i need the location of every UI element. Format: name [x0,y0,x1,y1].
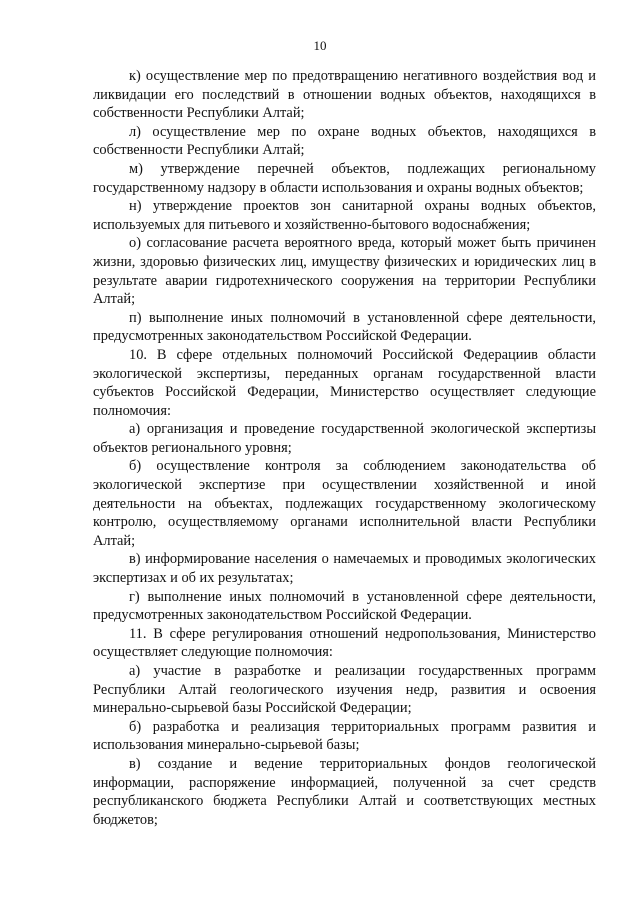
document-body [93,67,596,829]
page-number: 10 [313,38,327,53]
paragraph-l: л) осуществление мер по охране водных объектов, находящихся в собственности Республики Алтай; [93,123,596,159]
paragraph-10-v: в) информирование населения о намечаемых и проводимых экологических экспертизах и об их результатах; [93,551,596,587]
paragraph-10-a: а) организация и проведение государственной экологической экспертизы объектов регионального уровня; [93,421,596,456]
section-11-heading: 11. В сфере регулирования отношений недропользования, Министерство осуществляет следующие полномочия: [93,625,596,661]
paragraph-11-v: в) создание и ведение территориальных фондов геологической информации, распоряжение информацией, полученной за счет средств республиканского бюджета Республики Алтай и соответствующих местных бюджетов; [93,755,596,828]
paragraph-m: м) утверждение перечней объектов, подлежащих региональному государственному надзору в области использования и охраны водных объектов; [93,160,596,196]
paragraph-10-b: б) осуществление контроля за соблюдением законодательства об экологической экспертизе при осуществлении хозяйственной и иной деятельности на объектах, подлежащих государственному экологическому контролю, осуществляемому органами исполнительной власти Республики Алтай; [93,458,596,549]
paragraph-p: п) выполнение иных полномочий в установленной сфере деятельности, предусмотренных законодательством Российской Федерации. [93,309,596,345]
paragraph-11-a: а) участие в разработке и реализации государственных программ Республики Алтай геологического изучения недр, развития и освоения минерально-сырьевой базы Российской Федерации; [93,663,596,717]
section-10-heading: 10. В сфере отдельных полномочий Российской Федерациив области экологической экспертизы, переданных органам государственной власти субъектов Российской Федерации, Министерство осуществляет следующие полномочия: [93,346,596,419]
paragraph-10-g: г) выполнение иных полномочий в установленной сфере деятельности, предусмотренных законодательством Российской Федерации. [93,588,596,624]
paragraph-o: о) согласование расчета вероятного вреда, который может быть причинен жизни, здоровью физических лиц, имуществу физических и юридических лиц в результате аварии гидротехнического сооружения на территории Республики Алтай; [93,235,596,308]
paragraph-k: к) осуществление мер по предотвращению негативного воздействия вод и ликвидации его последствий в отношении водных объектов, находящихся в собственности Республики Алтай; [93,68,596,122]
paragraph-11-b: б) разработка и реализация территориальных программ развития и использования минерально-сырьевой базы; [93,718,596,754]
paragraph-n: н) утверждение проектов зон санитарной охраны водных объектов, используемых для питьевого и хозяйственно-бытового водоснабжения; [93,198,596,233]
